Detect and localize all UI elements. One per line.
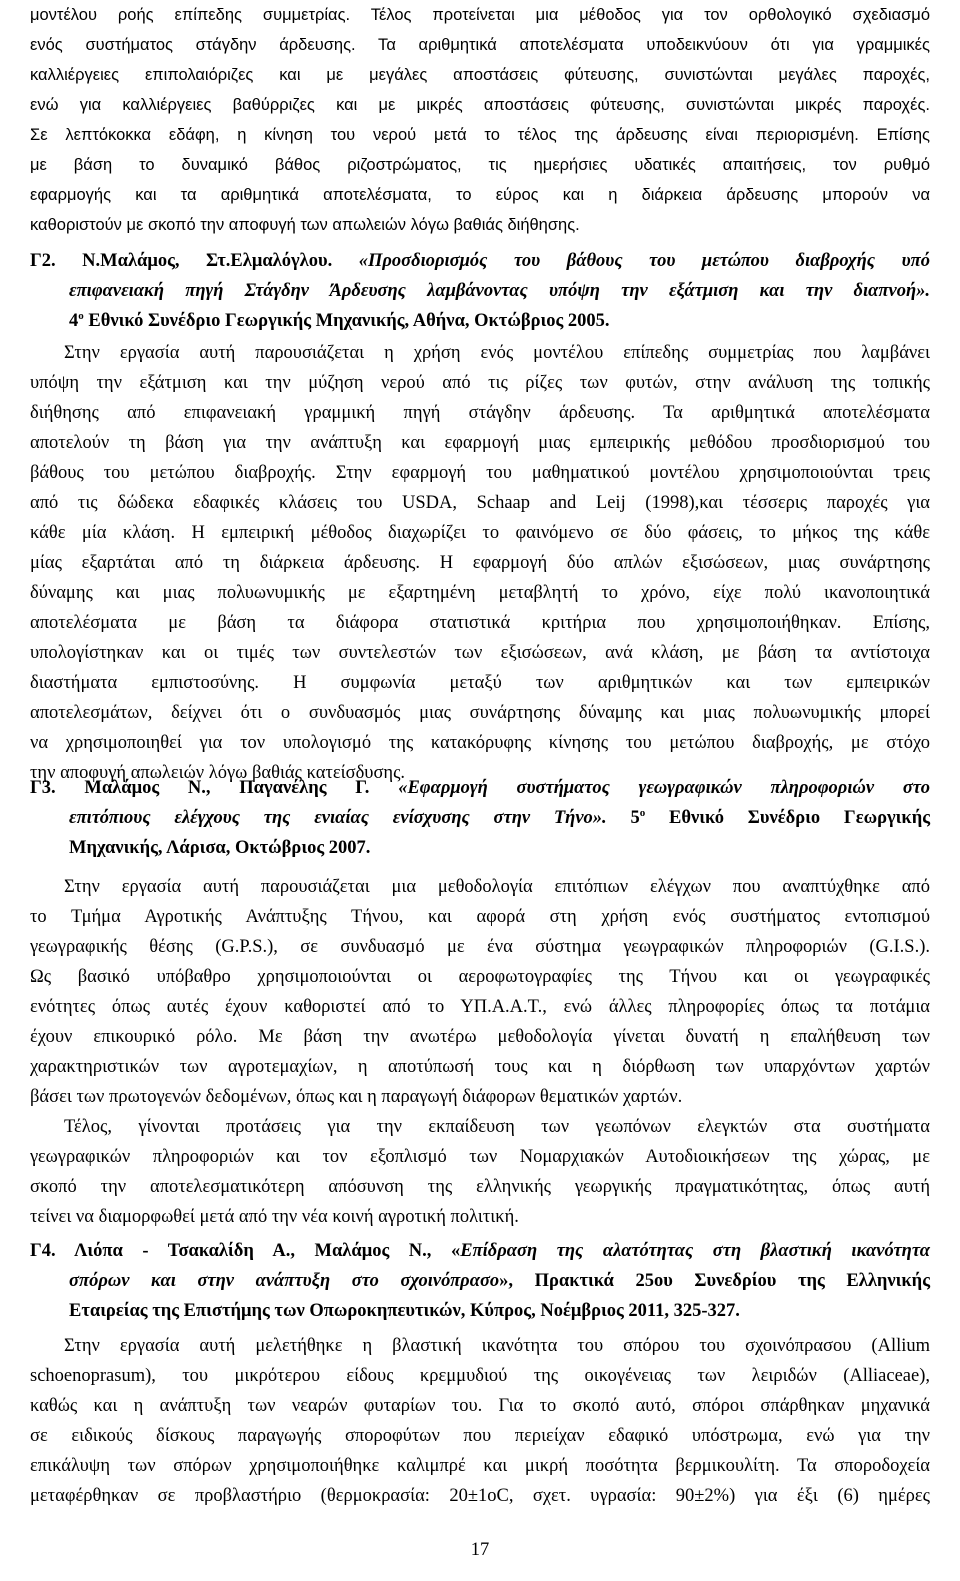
ordinal-suffix: ο: [639, 807, 646, 819]
title-italic: επιφανειακή πηγή Στάγδην Άρδευσης λαμβάνοντας υπόψη την εξάτμιση και την διαπνοή».: [69, 281, 930, 301]
text-line: κάθε μία κλάση. Η εμπειρική μέθοδος διαχωρίζει το φαινόμενο σε δύο φάσεις, το μήκος της κάθε: [30, 523, 930, 543]
title-italic: σπόρων και στην ανάπτυξη στο σχοινόπρασο: [69, 1271, 500, 1291]
title-italic: «Προσδιορισμός του βάθους του μετώπου διαβροχής υπό: [358, 251, 930, 271]
text-line: καλλιέργειες επιπολαιόριζες και με μεγάλες αποστάσεις φύτευσης, συνιστώνται μεγάλες παροχές,: [30, 66, 930, 84]
heading-line: [30, 833, 930, 863]
text-line: Στην εργασία αυτή μελετήθηκε η βλαστική ικανότητα του σπόρου του σχοινόπρασου (Allium: [64, 1336, 930, 1356]
authors: Γ4. Λιόπα - Τσακαλίδη Α., Μαλάμος Ν., «: [30, 1241, 461, 1261]
text-line: έχουν επικουρικό ρόλο. Με βάση την ανωτέρω μεθοδολογία γίνεται δυνατή η επαλήθευση των: [30, 1027, 930, 1047]
text-line: βάσει των πρωτογενών δεδομένων, όπως και η παραγωγή διάφορων θεματικών χαρτών.: [30, 1087, 683, 1107]
conference: [69, 311, 610, 331]
text-line: μοντέλου ροής επίπεδης συμμετρίας. Τέλος προτείνεται μια μέθοδος για τον ορθολογικό σχεδιασμό: [30, 6, 930, 24]
text-line: δύναμης και μιας πολυωνυμικής με εξαρτημένη μεταβλητή το χρόνο, είχε πολύ ικανοποιητικά: [30, 583, 930, 603]
text-line: Ως βασικό υπόβαθρο χρησιμοποιούνται οι αεροφωτογραφίες της Τήνου και οι γεωγραφικές: [30, 967, 930, 987]
conference: Μηχανικής, Λάρισα, Οκτώβριος 2007.: [69, 838, 371, 858]
heading-line: [30, 1236, 930, 1266]
text-line: υπόψη την εξάτμιση και την μύζηση νερού από τις ρίζες των φυτών, στην ανάλυση της τοπικής: [30, 373, 930, 393]
page-number: 17: [470, 1540, 490, 1560]
text-line: γεωγραφικής θέσης (G.P.S.), σε συνδυασμό με ένα σύστημα γεωγραφικών πληροφοριών (G.I.S.).: [30, 937, 930, 957]
text-line: υπολογίστηκαν και οι τιμές των συντελεστών των εξισώσεων, ανά κλάση, με βάση τα αντίστοιχα: [30, 643, 930, 663]
heading-line: [30, 1266, 930, 1296]
text-line: να χρησιμοποιηθεί για τον υπολογισμό της κατακόρυφης κίνησης του μετώπου διαβροχής, με στόχο: [30, 733, 930, 753]
text-line: μίας εξαρτάται από τη διάρκεια άρδευσης. Η εφαρμογή δύο απλών εξισώσεων, μιας συνάρτησης: [30, 553, 930, 573]
ordinal: 4: [69, 311, 79, 331]
text-line: σκοπό την αποτελεσματικότερη απόσυνση της ελληνικής γεωργικής πραγματικότητας, όπως αυτή: [30, 1177, 930, 1197]
text-line: διαστήματα εμπιστοσύνης. Η συμφωνία μεταξύ των αριθμητικών και των εμπειρικών: [30, 673, 930, 693]
text-line: χαρακτηριστικών των αγροτεμαχίων, η αποτύπωσή τους και η διόρθωση των υπαρχόντων χαρτών: [30, 1057, 930, 1077]
publication-abstract-g2: [30, 338, 930, 788]
ordinal-suffix: ο: [78, 310, 84, 322]
publication-heading-g3: [30, 773, 930, 863]
text-line: schoenoprasum), του μικρότερου είδους κρεμμυδιού της οικογένειας των λειριδών (Alliaceae),: [30, 1366, 930, 1386]
text-line: καθοριστούν με σκοπό την αποφυγή των απωλειών λόγω βαθιάς διήθησης.: [30, 216, 580, 234]
heading-line: [30, 276, 930, 306]
heading-line: [30, 306, 930, 336]
text-line: Στην εργασία αυτή παρουσιάζεται μια μεθοδολογία επιτόπιων ελέγχων που αναπτύχθηκε από: [64, 877, 930, 897]
text-line: γεωγραφικών πληροφοριών και τον εξοπλισμό των Νομαρχιακών Αυτοδιοικήσεων της χώρας, με: [30, 1147, 930, 1167]
intro-paragraph: [30, 0, 930, 240]
text-line: Στην εργασία αυτή παρουσιάζεται η χρήση ενός μοντέλου επίπεδης συμμετρίας που λαμβάνει: [64, 343, 930, 363]
text-line: τείνει να διαμορφωθεί μετά από την νέα κοινή αγροτική πολιτική.: [30, 1207, 519, 1227]
title-italic: «Εφαρμογή συστήματος γεωγραφικών πληροφοριών στο: [398, 778, 930, 798]
conference-name: Εθνικό Συνέδριο Γεωργικής Μηχανικής, Αθήνα, Οκτώβριος 2005.: [88, 311, 610, 331]
heading-line: [30, 803, 930, 833]
title-italic: Επίδραση της αλατότητας στη βλαστική ικανότητα: [460, 1241, 931, 1261]
text-line: ενώ για καλλιέργειες βαθύρριζες και με μικρές αποστάσεις φύτευσης, συνιστώνται μικρές παροχές.: [30, 96, 930, 114]
text-line: την αποφυγή απωλειών λόγω βαθιάς κατείσδυσης.: [30, 763, 406, 783]
text-line: σε ειδικούς δίσκους παραγωγής σποροφύτων που περιείχαν εδαφικό υπόστρωμα, ενώ για την: [30, 1426, 930, 1446]
text-line: επικάλυψη των σπόρων χρησιμοποιήθηκε καλιμπρέ και μικρή ποσότητα βερμικουλίτη. Τα σποροδοχεία: [30, 1456, 930, 1476]
text-line: εφαρμογής και τα αριθμητικά αποτελέσματα, το εύρος και η διάρκεια άρδευσης μπορούν να: [30, 186, 930, 204]
ordinal: 5: [630, 808, 640, 828]
conference-name: Εθνικό Συνέδριο Γεωργικής: [669, 808, 931, 828]
text-line: αποτελεσμάτων, δείχνει ότι ο συνδυασμός μιας συνάρτησης δύναμης και μιας πολυωνυμικής μπορεί: [30, 703, 930, 723]
text-line: ενός συστήματος στάγδην άρδευσης. Τα αριθμητικά αποτελέσματα υποδεικνύουν ότι για γραμμικές: [30, 36, 930, 54]
publication-abstract-g4: [30, 1331, 930, 1511]
text-line: μεταφέρθηκαν σε προβλαστήριο (θερμοκρασία: 20±1oC, σχετ. υγρασία: 90±2%) για έξι (6) ημέρες: [30, 1486, 930, 1506]
text-line: διήθησης από επιφανειακή γραμμική πηγή στάγδην άρδευσης. Τα αριθμητικά αποτελέσματα: [30, 403, 930, 423]
conference: », Πρακτικά 25ου Συνεδρίου της Ελληνικής: [499, 1271, 930, 1291]
conference: [630, 808, 930, 828]
conference: Εταιρείας της Επιστήμης των Οπωροκηπευτικών, Κύπρος, Νοέμβριος 2011, 325-327.: [69, 1301, 740, 1321]
text-line: καθώς και η ανάπτυξη των νεαρών φυταρίων του. Για το σκοπό αυτό, σπόροι σπάρθηκαν μηχανικά: [30, 1396, 930, 1416]
text-line: Σε λεπτόκοκκα εδάφη, η κίνηση του νερού μετά το τέλος της άρδευσης είναι περιορισμένη. Επίσης: [30, 126, 930, 144]
heading-line: [30, 773, 930, 803]
authors: Γ2. Ν.Μαλάμος, Στ.Ελμαλόγλου.: [30, 251, 333, 271]
heading-line: [30, 1296, 930, 1326]
text-line: από τις δώδεκα εδαφικές κλάσεις του USDA, Schaap and Leij (1998),και τέσσερις παροχές για: [30, 493, 930, 513]
text-line: το Τμήμα Αγροτικής Ανάπτυξης Τήνου, και αφορά στη χρήση ενός συστήματος εντοπισμού: [30, 907, 930, 927]
authors: Γ3. Μαλάμος Ν., Παγανέλης Γ.: [30, 778, 370, 798]
text-line: αποτελούν τη βάση για την ανάπτυξη και εφαρμογή μιας εμπειρικής μεθόδου προσδιορισμού του: [30, 433, 930, 453]
heading-line: [30, 246, 930, 276]
text-line: βάθους του μετώπου διαβροχής. Στην εφαρμογή του μαθηματικού μοντέλου χρησιμοποιούνται τρεις: [30, 463, 930, 483]
publication-abstract-g3: [30, 872, 930, 1232]
text-line: με βάση το δυναμικό βάθος ριζοστρώματος, τις ημερήσιες υδατικές απαιτήσεις, τον ρυθμό: [30, 156, 930, 174]
text-line: ενότητες όπως αυτές έχουν καθοριστεί από το ΥΠ.Α.Α.Τ., ενώ άλλες πληροφορίες όπως τα ποτάμια: [30, 997, 930, 1017]
publication-heading-g4: [30, 1236, 930, 1326]
title-italic: επιτόπιους ελέγχους της ενιαίας ενίσχυσης στην Τήνο».: [69, 808, 607, 828]
text-line: Τέλος, γίνονται προτάσεις για την εκπαίδευση των γεωπόνων ελεγκτών στα συστήματα: [64, 1117, 930, 1137]
text-line: αποτελέσματα με βάση τα διάφορα στατιστικά κριτήρια που χρησιμοποιήθηκαν. Επίσης,: [30, 613, 930, 633]
publication-heading-g2: [30, 246, 930, 336]
